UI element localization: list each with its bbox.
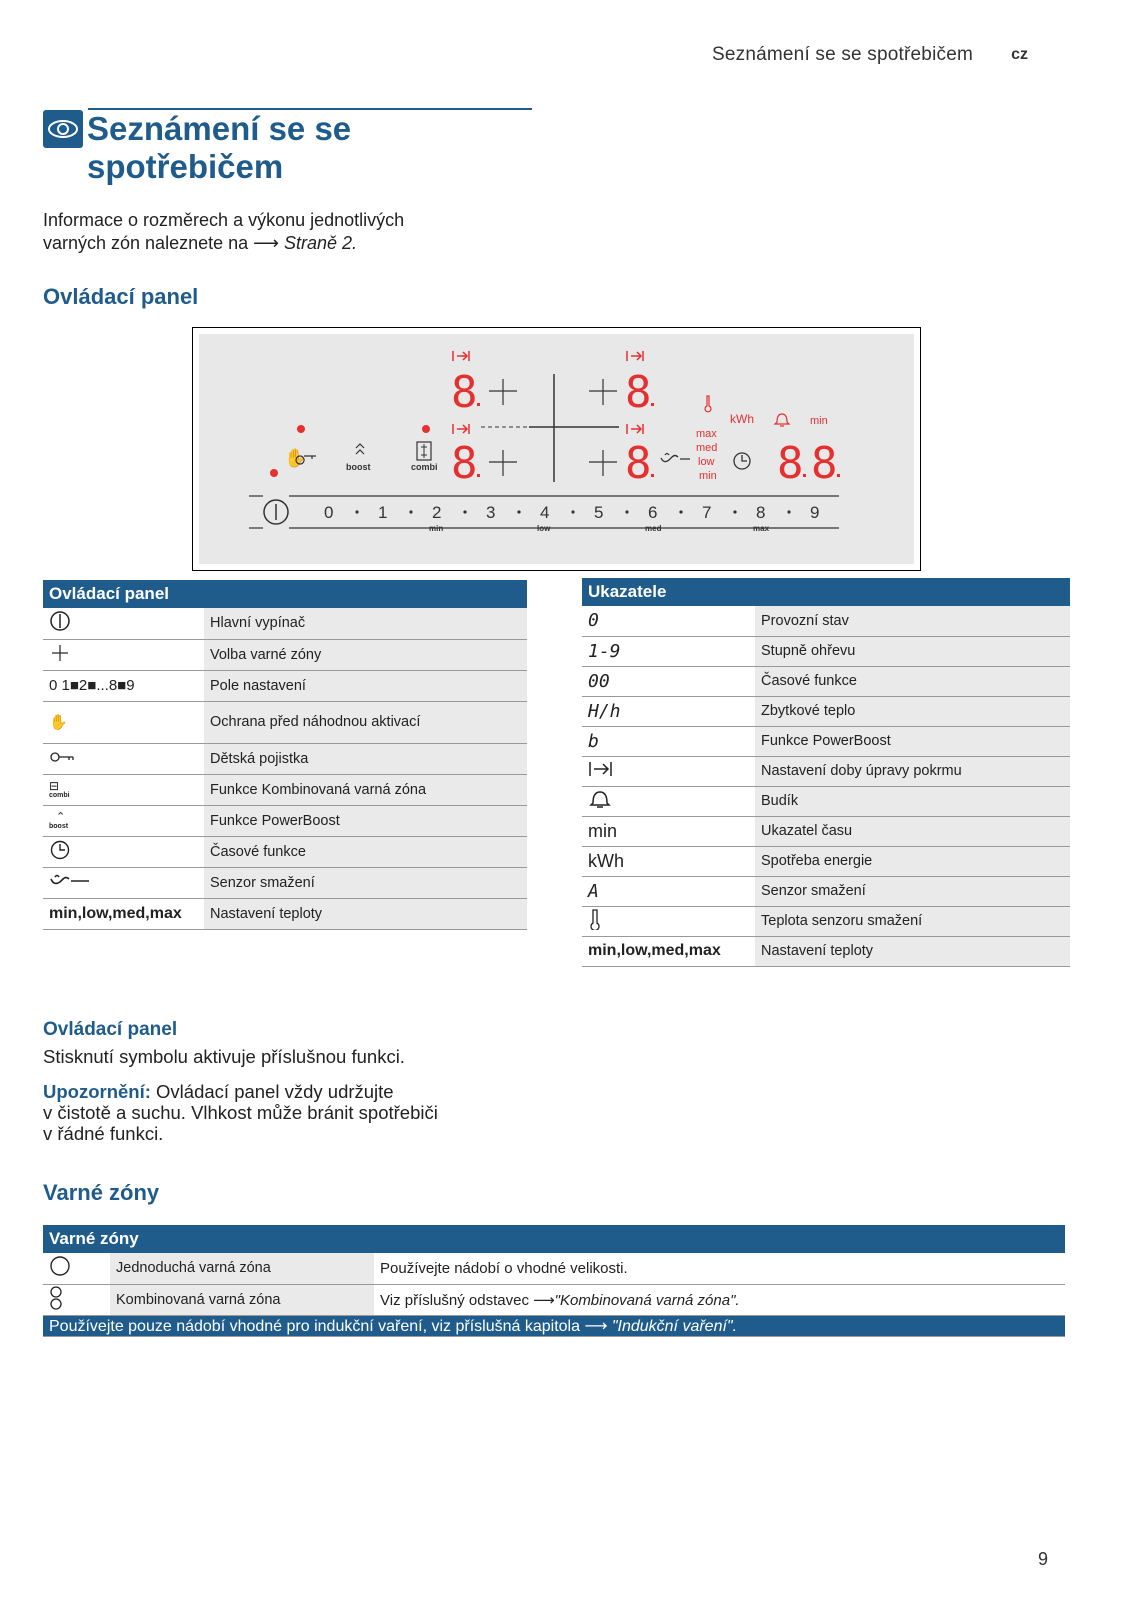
- language-code: cz: [1011, 46, 1028, 63]
- slider-step-dot: [733, 510, 736, 513]
- slider-level-4: 4: [540, 503, 550, 522]
- controls-row-label: Hlavní vypínač: [204, 608, 527, 639]
- zones-table: [43, 1225, 1065, 1337]
- combi-label: combi: [411, 462, 438, 472]
- zone-select-icon: [43, 639, 204, 670]
- panel-drawing: [199, 334, 914, 564]
- running-header-title: Seznámení se se spotřebičem: [712, 44, 973, 65]
- control-panel-diagram: [192, 327, 921, 571]
- slider-step-dot: [463, 510, 466, 513]
- svg-text:min: min: [699, 470, 717, 482]
- temp-levels-symbol: min,low,med,max: [582, 936, 755, 966]
- slider-step-dot: [517, 510, 520, 513]
- controls-row-label: Funkce Kombinovaná varná zóna: [204, 774, 527, 805]
- indicator-symbol: H/h: [582, 696, 755, 726]
- boost-icon: ⌃ boost: [43, 805, 204, 836]
- indicator-row-label: Zbytkové teplo: [755, 696, 1070, 726]
- timer-display-1: 8: [777, 438, 804, 489]
- slider-step-dot: [409, 510, 412, 513]
- hand-icon: ✋: [43, 701, 204, 743]
- frying-sensor-icon: [43, 867, 204, 898]
- controls-row-label: Pole nastavení: [204, 670, 527, 701]
- controls-row-label: Nastavení teploty: [204, 898, 527, 929]
- boost-label: boost: [346, 462, 371, 472]
- svg-text:✋: ✋: [284, 448, 307, 468]
- single-zone-icon: [43, 1253, 110, 1284]
- slider-level-8: 8: [756, 503, 766, 522]
- zones-heading: Varné zóny: [43, 1180, 160, 1205]
- indicator-symbol: min: [582, 816, 755, 846]
- indicator-row-label: Funkce PowerBoost: [755, 726, 1070, 756]
- svg-text:max: max: [696, 428, 717, 440]
- slider-level-6: 6: [648, 503, 658, 522]
- slider-level-3: 3: [486, 503, 496, 522]
- clock-icon: [43, 836, 204, 867]
- slider-step-dot: [679, 510, 682, 513]
- controls-row-label: Funkce PowerBoost: [204, 805, 527, 836]
- min-label: min: [810, 415, 828, 427]
- indicator-row-label: Nastavení teploty: [755, 936, 1070, 966]
- controls-row-label: Senzor smažení: [204, 867, 527, 898]
- intro-link[interactable]: Straně 2.: [283, 233, 357, 253]
- slider-mark-low: low: [537, 524, 551, 533]
- slider-level-9: 9: [810, 503, 820, 522]
- zone-name: Kombinovaná varná zóna: [110, 1284, 374, 1315]
- zone-display-4: 8: [625, 438, 652, 489]
- controls-row-label: Volba varné zóny: [204, 639, 527, 670]
- zone-display-2: 8: [625, 367, 652, 418]
- controls-table: [43, 580, 527, 930]
- page-title: Seznámení se se spotřebičem: [87, 110, 352, 185]
- control-panel-heading: Ovládací panel: [43, 284, 199, 309]
- timer-display-2: 8: [811, 438, 838, 489]
- slider-step-dot: [787, 510, 790, 513]
- indicator-row-label: Provozní stav: [755, 606, 1070, 636]
- controls-row-label: Dětská pojistka: [204, 743, 527, 774]
- zone-display-1: 8: [451, 367, 478, 418]
- controls-row-label: Časové funkce: [204, 836, 527, 867]
- timer-to-end-icon: [582, 756, 755, 786]
- page-number: 9: [1037, 1549, 1048, 1569]
- panel-warning: Upozornění: Ovládací panel vždy udržujte v čistotě a suchu. Vlhkost může bránit spotřebiči v řádné funkci.: [43, 1081, 438, 1144]
- controls-table-header: Ovládací panel: [43, 580, 527, 608]
- slider-mark-med: med: [645, 524, 662, 533]
- slider-level-2: 2: [432, 503, 442, 522]
- indicator-symbol: 0: [582, 606, 755, 636]
- indicators-table: [582, 578, 1070, 967]
- main-switch-icon: [43, 608, 204, 639]
- combi-icon: ⊟ combi: [43, 774, 204, 805]
- slider-mark-min: min: [429, 524, 444, 533]
- indicator-symbol: A: [582, 876, 755, 906]
- indicator-row-label: Ukazatel času: [755, 816, 1070, 846]
- bell-icon: [582, 786, 755, 816]
- temp-levels-symbol: min,low,med,max: [43, 898, 204, 929]
- indicator-row-label: Stupně ohřevu: [755, 636, 1070, 666]
- kwh-label: kWh: [730, 412, 754, 426]
- slider-level-7: 7: [702, 503, 712, 522]
- indicator-row-label: Senzor smažení: [755, 876, 1070, 906]
- combined-zone-icon: [43, 1284, 110, 1315]
- slider-level-0: 0: [324, 503, 334, 522]
- slider-step-dot: [571, 510, 574, 513]
- setting-field-symbol: 0 1■2■...8■9: [43, 670, 204, 701]
- indicator-row-label: Budík: [755, 786, 1070, 816]
- combined-zone-link[interactable]: "Kombinovaná varná zóna".: [554, 1291, 740, 1309]
- zones-table-header: Varné zóny: [43, 1225, 1065, 1253]
- indicator-row-label: Časové funkce: [755, 666, 1070, 696]
- svg-text:low: low: [698, 456, 715, 468]
- slider-level-1: 1: [378, 503, 388, 522]
- intro-text: Informace o rozměrech a výkonu jednotlivých varných zón naleznete na ⟶ Straně 2.: [43, 210, 405, 253]
- svg-text:med: med: [696, 442, 718, 454]
- indicators-table-header: Ukazatele: [582, 578, 1070, 606]
- indicator-row-label: Spotřeba energie: [755, 846, 1070, 876]
- zone-desc: Viz příslušný odstavec ⟶"Kombinovaná varná zóna".: [374, 1284, 1065, 1315]
- slider-mark-max: max: [753, 524, 770, 533]
- zone-name: Jednoduchá varná zóna: [110, 1253, 374, 1284]
- indicator-row-label: Nastavení doby úpravy pokrmu: [755, 756, 1070, 786]
- slider-step-dot: [355, 510, 358, 513]
- indicator-symbol: 00: [582, 666, 755, 696]
- panel-note-heading: Ovládací panel: [43, 1019, 178, 1040]
- panel-note-text: Stisknutí symbolu aktivuje příslušnou funkci.: [43, 1046, 405, 1067]
- indicator-row-label: Teplota senzoru smažení: [755, 906, 1070, 936]
- indicator-symbol: 1-9: [582, 636, 755, 666]
- key-icon: [43, 743, 204, 774]
- eye-icon: [43, 110, 83, 148]
- zones-footer-note: Používejte pouze nádobí vhodné pro indukční vaření, viz příslušná kapitola ⟶ "Indukční vaření".: [43, 1315, 1065, 1336]
- slider-level-5: 5: [594, 503, 604, 522]
- indicator-symbol: b: [582, 726, 755, 756]
- zone-desc: Používejte nádobí o vhodné velikosti.: [374, 1253, 1065, 1284]
- zone-display-3: 8: [451, 438, 478, 489]
- induction-link[interactable]: "Indukční vaření".: [611, 1317, 738, 1335]
- controls-row-label: Ochrana před náhodnou aktivací: [204, 701, 527, 743]
- indicator-symbol: kWh: [582, 846, 755, 876]
- thermometer-icon: [582, 906, 755, 936]
- slider-step-dot: [625, 510, 628, 513]
